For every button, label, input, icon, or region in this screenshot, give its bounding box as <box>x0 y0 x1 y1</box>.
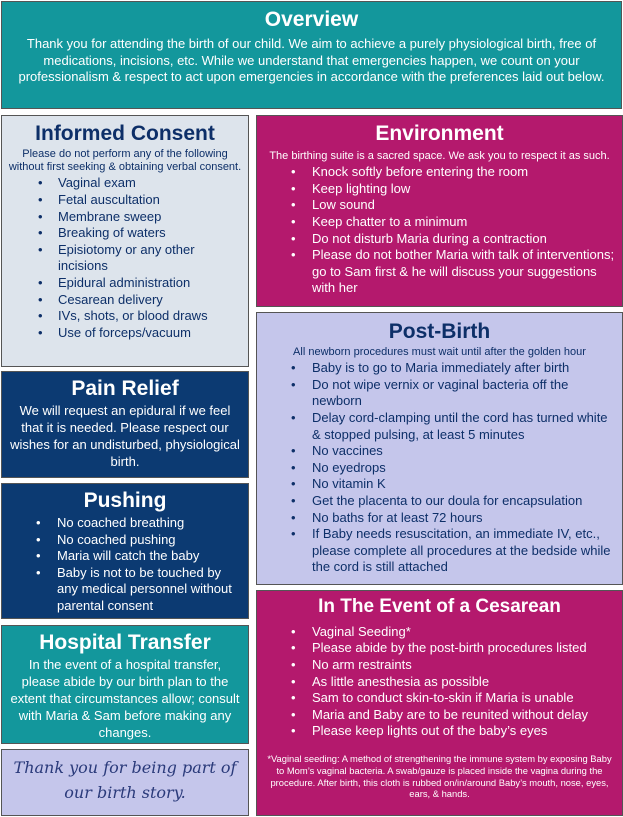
pushing-list <box>6 515 244 615</box>
list-item: • No coached pushing <box>6 532 244 549</box>
list-item: • No eyedrops <box>261 460 618 477</box>
pushing-title: Pushing <box>83 489 167 512</box>
cesarean-section <box>256 590 623 816</box>
overview-text: Thank you for attending the birth of our child. We aim to achieve a purely physiological birth, free of medications, incisions, etc. While we understand that emergencies happen, we count on your professionalism & respect to act upon emergencies in accordance with the preferences laid out below. <box>18 36 605 85</box>
list-item: • Maria will catch the baby <box>6 548 244 565</box>
thank-you-section <box>1 749 249 816</box>
list-item: • Please do not bother Maria with talk of interventions; go to Sam first & he will discuss your suggestions with her <box>261 247 618 297</box>
list-item: • Low sound <box>261 197 618 214</box>
hospital-transfer-text: In the event of a hospital transfer, please abide by our birth plan to the extent that circumstances allow; consult with Maria & Sam before making any changes. <box>10 657 240 740</box>
informed-consent-section <box>1 115 249 367</box>
thank-you-text: Thank you for being part of our birth story. <box>13 758 237 802</box>
environment-section <box>256 115 623 307</box>
list-item: • Vaginal Seeding* <box>261 624 618 641</box>
list-item: • Vaginal exam <box>8 175 242 192</box>
list-item: • Maria and Baby are to be reunited without delay <box>261 707 618 724</box>
hospital-transfer-title: Hospital Transfer <box>39 631 211 654</box>
informed-consent-subtitle: Please do not perform any of the following without first seeking & obtaining verbal consent. <box>8 148 242 174</box>
informed-consent-title: Informed Consent <box>35 122 215 145</box>
list-item: • Epidural administration <box>8 275 242 292</box>
list-item: • Keep chatter to a minimum <box>261 214 618 231</box>
pain-relief-text: We will request an epidural if we feel that it is needed. Please respect our wishes for an undisturbed, physiological birth. <box>10 403 240 469</box>
post-birth-list <box>261 360 618 576</box>
list-item: • No vitamin K <box>261 476 618 493</box>
post-birth-title: Post-Birth <box>388 320 491 343</box>
list-item: • Baby is to go to Maria immediately after birth <box>261 360 618 377</box>
list-item: • Fetal auscultation <box>8 192 242 209</box>
environment-subtitle: The birthing suite is a sacred space. We ask you to respect it as such. <box>269 150 610 163</box>
cesarean-footnote: *Vaginal seeding: A method of strengthening the immune system by exposing Baby to Mom’s vaginal bacteria. A swab/gauze is placed inside the vagina during the procedure. After birth, this cloth is rubbed on/in/around Baby’s mouth, nose, eyes, ears, & hands. <box>267 753 612 800</box>
list-item: • Episiotomy or any other incisions <box>8 242 242 275</box>
list-item: • Do not disturb Maria during a contraction <box>261 231 618 248</box>
cesarean-title: In The Event of a Cesarean <box>318 596 561 617</box>
environment-list <box>261 164 618 297</box>
list-item: • Membrane sweep <box>8 209 242 226</box>
list-item: • No arm restraints <box>261 657 618 674</box>
post-birth-section <box>256 312 623 585</box>
hospital-transfer-section <box>1 625 249 744</box>
list-item: • No baths for at least 72 hours <box>261 510 618 527</box>
list-item: • Use of forceps/vacuum <box>8 325 242 342</box>
list-item: • If Baby needs resuscitation, an immediate IV, etc., please complete all procedures at the bedside while the cord is still attached <box>261 526 618 576</box>
environment-title: Environment <box>375 122 504 145</box>
list-item: • Please keep lights out of the baby’s eyes <box>261 723 618 740</box>
list-item: • Please abide by the post-birth procedures listed <box>261 640 618 657</box>
pain-relief-title: Pain Relief <box>71 377 179 400</box>
list-item: • Keep lighting low <box>261 181 618 198</box>
list-item: • Breaking of waters <box>8 225 242 242</box>
list-item: • Do not wipe vernix or vaginal bacteria off the newborn <box>261 377 618 410</box>
list-item: • Get the placenta to our doula for encapsulation <box>261 493 618 510</box>
list-item: • As little anesthesia as possible <box>261 674 618 691</box>
cesarean-list <box>261 624 618 740</box>
overview-section <box>1 1 622 109</box>
list-item: • Sam to conduct skin-to-skin if Maria is unable <box>261 690 618 707</box>
list-item: • Delay cord-clamping until the cord has turned white & stopped pulsing, at least 5 minutes <box>261 410 618 443</box>
pain-relief-section <box>1 371 249 478</box>
informed-consent-list <box>8 175 242 341</box>
list-item: • Baby is not to be touched by any medical personnel without parental consent <box>6 565 244 615</box>
post-birth-subtitle: All newborn procedures must wait until after the golden hour <box>293 346 586 359</box>
pushing-section <box>1 483 249 619</box>
overview-title: Overview <box>264 8 359 31</box>
list-item: • IVs, shots, or blood draws <box>8 308 242 325</box>
list-item: • Cesarean delivery <box>8 292 242 309</box>
list-item: • Knock softly before entering the room <box>261 164 618 181</box>
list-item: • No coached breathing <box>6 515 244 532</box>
list-item: • No vaccines <box>261 443 618 460</box>
